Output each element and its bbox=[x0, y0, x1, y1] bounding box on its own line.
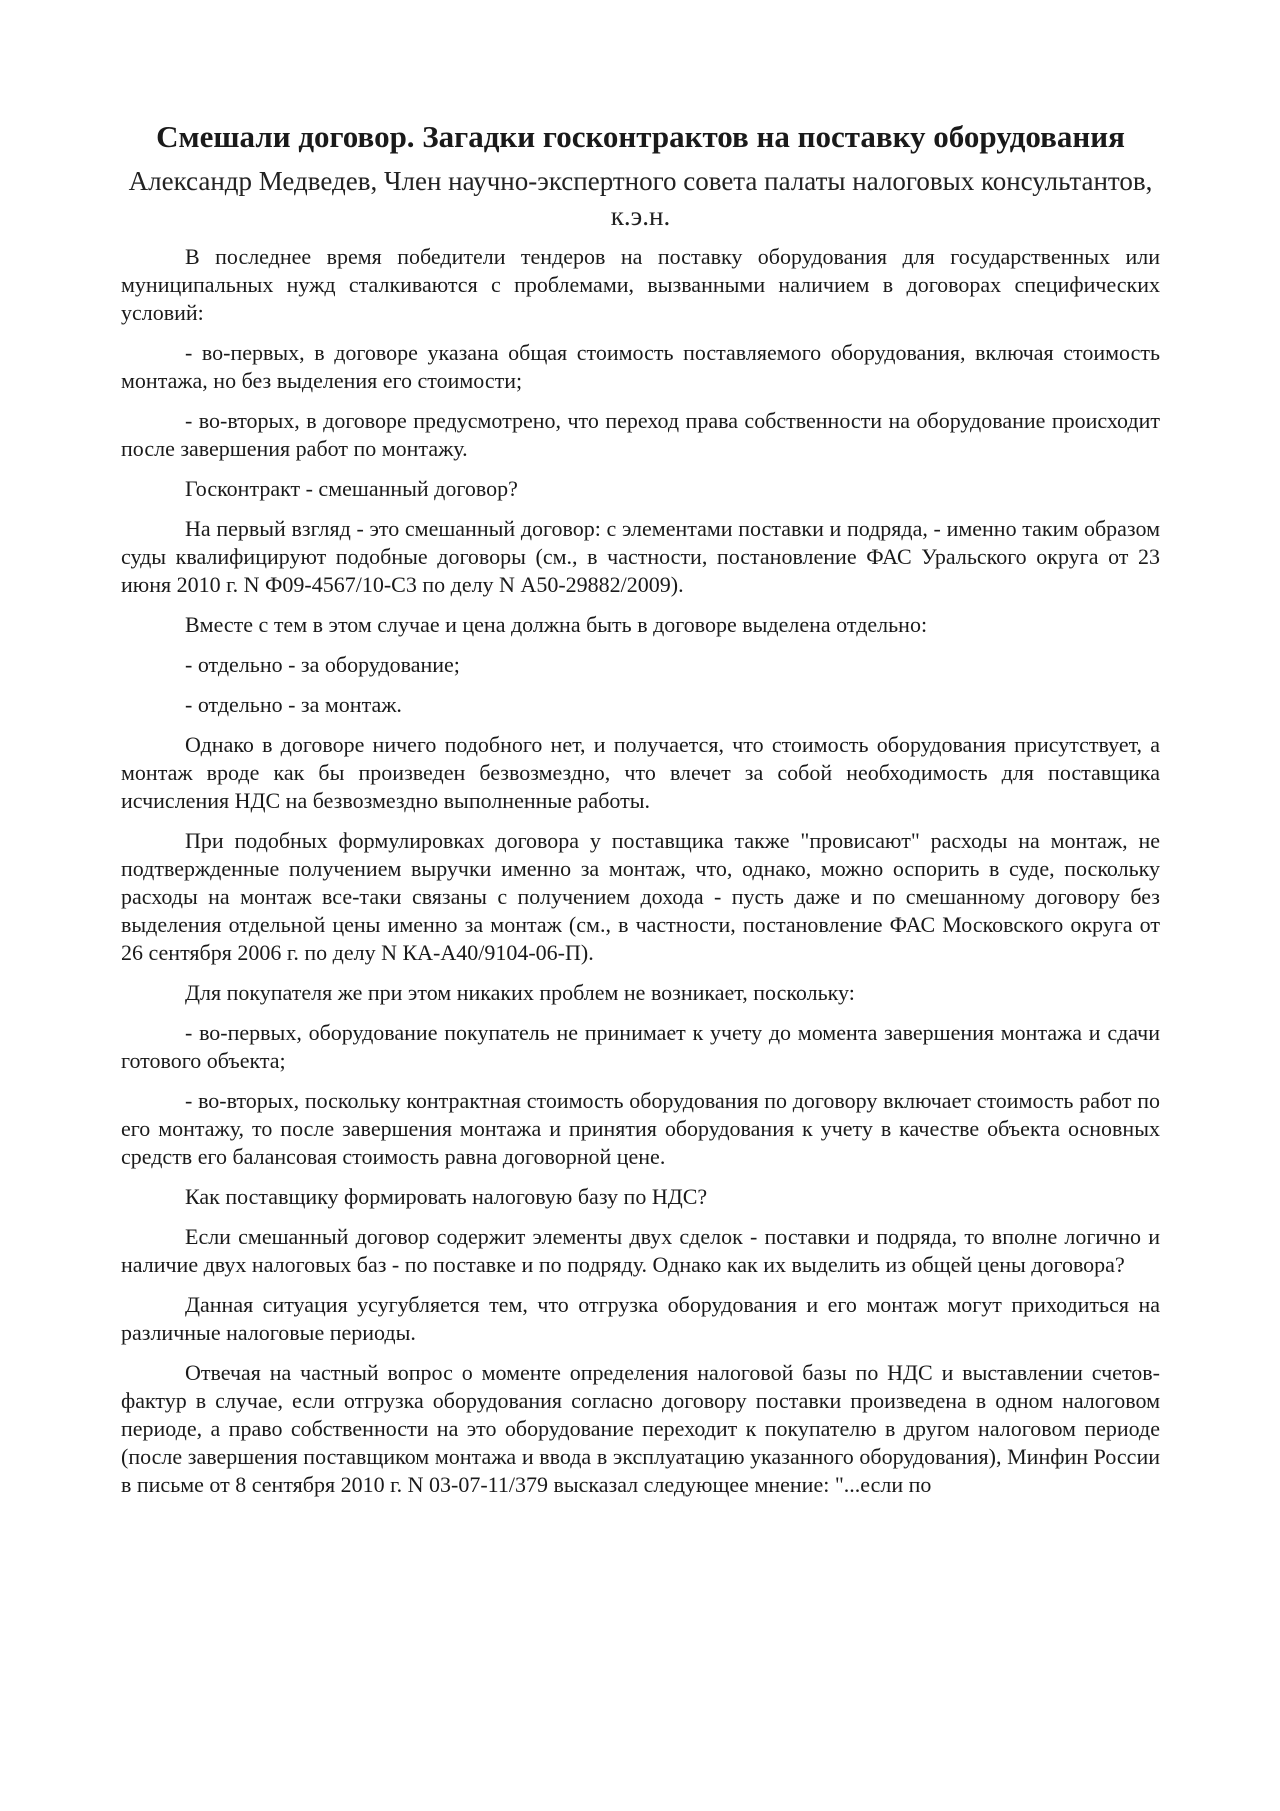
paragraph: В последнее время победители тендеров на поставку оборудования для государственных или муниципальных нужд сталкиваются с проблемами, вызванными наличием в договорах специфических условий: bbox=[121, 244, 1160, 325]
paragraph: Однако в договоре ничего подобного нет, и получается, что стоимость оборудования присутствует, а монтаж вроде как бы произведен безвозмездно, что влечет за собой необходимость для поставщика исчисления НДС на безвозмездно выполненные работы. bbox=[121, 732, 1160, 813]
list-item: - во-первых, оборудование покупатель не принимает к учету до момента завершения монтажа и сдачи готового объекта; bbox=[121, 1020, 1160, 1073]
paragraph: На первый взгляд - это смешанный договор: с элементами поставки и подряда, - именно таким образом суды квалифицируют подобные договоры (см., в частности, постановление ФАС Уральского округа от 23 июня 2010 г. N Ф09-4567/10-С3 по делу N А50-29882/2009). bbox=[121, 516, 1160, 597]
paragraph: Данная ситуация усугубляется тем, что отгрузка оборудования и его монтаж могут приходиться на различные налоговые периоды. bbox=[121, 1292, 1160, 1345]
author-line: Александр Медведев, Член научно-экспертного совета палаты налоговых консультантов, к.э.н. bbox=[128, 166, 1153, 231]
paragraph: Для покупателя же при этом никаких проблем не возникает, поскольку: bbox=[185, 980, 855, 1005]
list-item: - во-вторых, в договоре предусмотрено, что переход права собственности на оборудование происходит после завершения работ по монтажу. bbox=[121, 408, 1160, 461]
paragraph: Если смешанный договор содержит элементы двух сделок - поставки и подряда, то вполне логично и наличие двух налоговых баз - по поставке и по подряду. Однако как их выделить из общей цены договора? bbox=[121, 1224, 1160, 1277]
list-item: - во-первых, в договоре указана общая стоимость поставляемого оборудования, включая стоимость монтажа, но без выделения его стоимости; bbox=[121, 340, 1160, 393]
section-heading: Как поставщику формировать налоговую базу по НДС? bbox=[185, 1184, 708, 1209]
list-item: - отдельно - за монтаж. bbox=[185, 692, 402, 717]
paragraph: При подобных формулировках договора у поставщика также "провисают" расходы на монтаж, не подтвержденные получением выручки именно за монтаж, что, однако, можно оспорить в суде, поскольку расходы на монтаж все-таки связаны с получением дохода - пусть даже и по смешанному договору без выделения отдельной цены именно за монтаж (см., в частности, постановление ФАС Московского округа от 26 сентября 2006 г. по делу N КА-А40/9104-06-П). bbox=[121, 828, 1160, 965]
paragraph: Отвечая на частный вопрос о моменте определения налоговой базы по НДС и выставлении счетов-фактур в случае, если отгрузка оборудования согласно договору поставки произведена в одном налоговом периоде, а право собственности на это оборудование переходит к покупателю в другом налоговом периоде (после завершения поставщиком монтажа и ввода в эксплуатацию указанного оборудования), Минфин России в письме от 8 сентября 2010 г. N 03-07-11/379 высказал следующее мнение: "...если по bbox=[121, 1360, 1160, 1497]
paragraph: Вместе с тем в этом случае и цена должна быть в договоре выделена отдельно: bbox=[185, 612, 928, 637]
article-title: Смешали договор. Загадки госконтрактов на поставку оборудования bbox=[156, 119, 1125, 154]
section-heading: Госконтракт - смешанный договор? bbox=[185, 476, 518, 501]
document-page bbox=[121, 118, 1160, 1511]
article-body bbox=[121, 243, 1160, 1499]
list-item: - отдельно - за оборудование; bbox=[185, 652, 460, 677]
list-item: - во-вторых, поскольку контрактная стоимость оборудования по договору включает стоимость работ по его монтажу, то после завершения монтажа и принятия оборудования к учету в качестве объекта основных средств его балансовая стоимость равна договорной цене. bbox=[121, 1088, 1160, 1169]
